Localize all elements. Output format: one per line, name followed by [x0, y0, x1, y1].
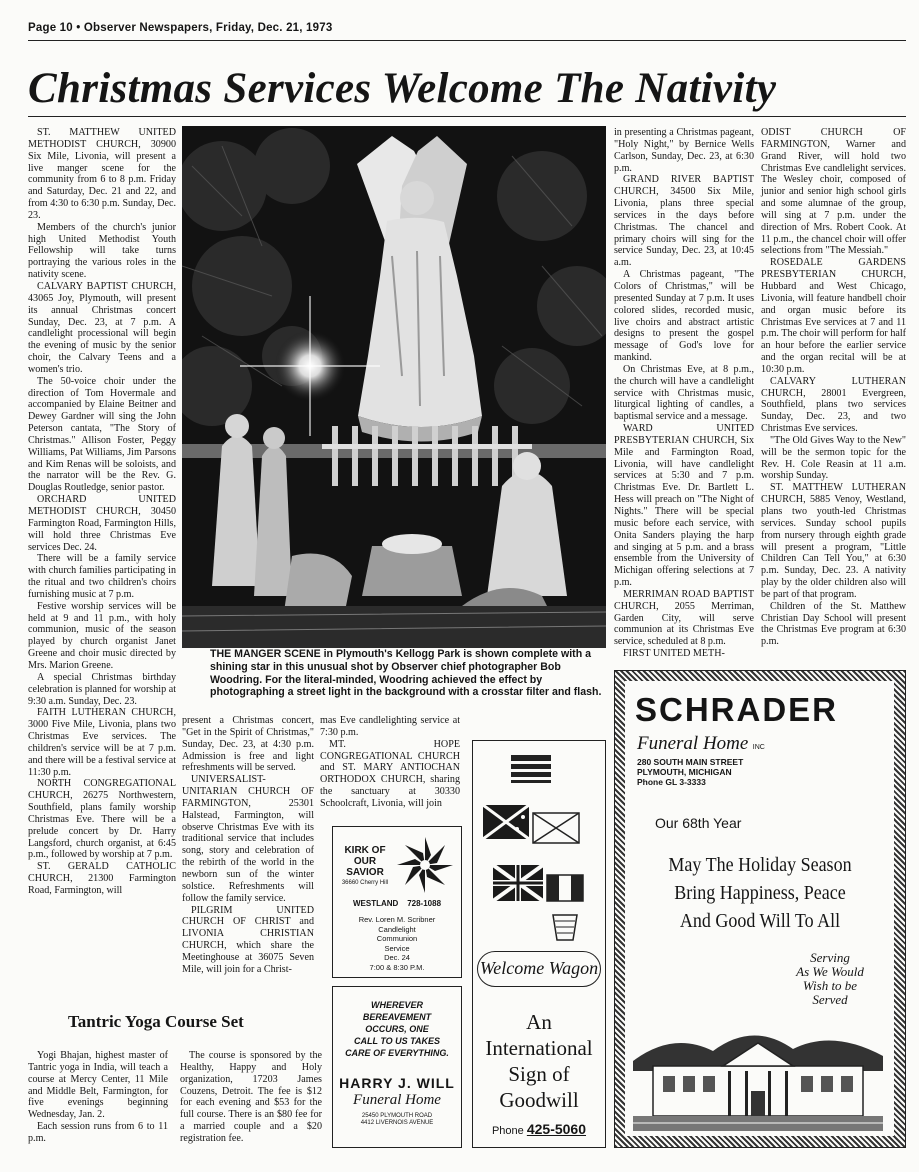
schrader-year: Our 68th Year [655, 815, 742, 831]
paragraph: The course is sponsored by the Healthy, Happy and Holy organization, 17203 James Couzens, Detroit. The fee is $12 for each evening and $53 for the full course. There is an $80 fee for a married couple and a $20 registration fee. [180, 1050, 322, 1144]
ad-line: BEREAVEMENT [362, 1012, 432, 1022]
paragraph: GRAND RIVER BAPTIST CHURCH, 34500 Six Mile, Livonia, plans three special services in the days before Christmas. The chancel and primary choirs will sing for the service Sunday, Dec. 23, at 10:45 a.m. [614, 174, 754, 269]
schrader-phone: Phone GL 3-3333 [637, 777, 706, 787]
paragraph: The 50-voice choir under the direction of Tom Hovermale and accompanied by Elaine Beitner and Dewey Gardner will sing the John Peterson cantata, "The Story of Christmas." Allison Foster, Peggy Williams, Pat Williams, Jim Parsons and Kim Renas will be soloists, and the narrator will be the Rev. G. Douglas Routledge, senior pastor. [28, 375, 176, 494]
schrader-sub: Funeral Home [637, 733, 749, 754]
schrader-city: PLYMOUTH, MICHIGAN [637, 767, 732, 777]
paragraph: Yogi Bhajan, highest master of Tantric yoga in India, will teach a course at Mercy Center, 11 Mile and Middle Belt, Farmington, for five evenings beginning Wednesday, Jan. 2. [28, 1050, 168, 1121]
schrader-inc: INC [752, 744, 765, 751]
funeral-home-building-illustration [633, 1011, 883, 1131]
manger-scene-photo [182, 126, 606, 648]
folio: Page 10 • Observer Newspapers, Friday, Dec. 21, 1973 [28, 22, 333, 34]
ad-line: Dec. 24 [384, 953, 410, 962]
paragraph: There will be a family service with church families participating in the ritual and two children's choirs furnishing music at 7 p.m. [28, 553, 176, 600]
ad-line: Goodwill [499, 1088, 579, 1112]
paragraph: ODIST CHURCH OF FARMINGTON, Warner and Grand River, will hold two Christmas Eve candlelight services. The Wesley choir, composed of junior and senior high school girls and some alumnae of the group, will sing at 7 p.m. under the direction of Mrs. Robert Cook. At 11 p.m., the chancel choir will offer selections from "The Messiah." [761, 127, 906, 257]
schrader-funeral-home-ad [614, 670, 906, 1148]
slogan-line: Serving [810, 950, 850, 965]
church-name-line: KIRK OF [344, 845, 386, 856]
ad-line: OCCURS, ONE [365, 1024, 429, 1034]
article-column-5 [761, 127, 906, 648]
article-column-2 [182, 715, 314, 976]
paragraph: UNIVERSALIST-UNITARIAN CHURCH OF FARMINGTON, 25301 Halstead, Farmington, will observe Christmas Eve with its traditional service that includes song, story and celebration of the rebirth of the world in the newborn sun of the winter solstice. Refreshments will follow the family service. [182, 774, 314, 904]
funeral-home-sub: Funeral Home [353, 1092, 441, 1108]
phone-number: 425-5060 [526, 1121, 587, 1137]
headline-rule [28, 116, 906, 117]
yoga-article-title: Tantric Yoga Course Set [68, 1012, 244, 1031]
church-name-line: OUR [353, 856, 377, 867]
welcome-wagon-logo: Welcome Wagon [477, 951, 601, 987]
paragraph: ST. GERALD CATHOLIC CHURCH, 21300 Farmington Road, Farmington, will [28, 861, 176, 896]
ad-line: Communion [376, 934, 418, 943]
paragraph: Members of the church's junior high United Methodist Youth Fellowship will take turns portraying the various roles in the nativity scene. [28, 221, 176, 281]
paragraph: Each session runs from 6 to 11 p.m. [28, 1121, 168, 1144]
slogan-line: Wish to be [802, 978, 858, 993]
paragraph: FIRST UNITED METH- [623, 648, 725, 660]
ad-address-line: 4412 LIVERNOIS AVENUE [360, 1120, 434, 1126]
paragraph: ST. MATTHEW LUTHERAN CHURCH, 5885 Venoy, Westland, plans two youth-led Christmas services. Sunday school pupils from nursery through eighth grade will present a program, "Little Children Can Tell You," at 6:30 p.m. Sunday, Dec. 23. A nativity play by the older children also will be part of that program. [761, 482, 906, 600]
schrader-address: 280 SOUTH MAIN STREET [637, 757, 744, 767]
ad-line: WHEREVER [370, 1000, 423, 1010]
photo-illustration [182, 126, 606, 648]
church-address: 36660 Cherry Hill [341, 880, 389, 886]
greeting-line: May The Holiday Season [668, 854, 852, 876]
schrader-name: SCHRADER [635, 691, 839, 728]
slogan-line: As We Would [796, 964, 864, 979]
harry-j-will-funeral-home-ad [332, 986, 462, 1148]
kirk-of-our-savior-ad [332, 826, 462, 978]
ad-line: Service [384, 943, 410, 953]
church-city: WESTLAND [352, 899, 399, 908]
paragraph: ST. MATTHEW UNITED METHODIST CHURCH, 30900 Six Mile, Livonia, will present a live manger scene for the community from 6 to 8 p.m. Friday and Saturday, Dec. 21 and 22, and from 4:30 to 6:30 p.m. Sunday, Dec. 23. [28, 127, 176, 221]
paragraph: present a Christmas concert, "Get in the Spirit of Christmas," Sunday, Dec. 23, at 4:30 p.m. Admission is free and light refreshments will be served. [182, 715, 314, 774]
paragraph: "The Old Gives Way to the New" will be the sermon topic for the Rev. H. Cole Reasin at 11 a.m. worship Sunday. [761, 434, 906, 482]
church-phone: 728-1088 [407, 899, 442, 908]
yoga-column-2 [180, 1050, 322, 1145]
ad-line: Rev. Loren M. Scribner [358, 915, 436, 924]
ad-line: An [526, 1010, 552, 1034]
paragraph: NORTH CONGREGATIONAL CHURCH, 26275 Northwestern, Southfield, plans family worship Christmas Eve. There will be a prelude concert by Dr. Harry Langsford, church organist, at 6:45 p.m., followed by worship at 7 p.m. [28, 778, 176, 861]
paragraph: PILGRIM UNITED CHURCH OF CHRIST and LIVONIA CHRISTIAN CHURCH, which share the Meetinghouse at 36075 Seven Mile, will join for a Christ- [182, 904, 314, 975]
article-column-3 [320, 715, 460, 810]
paragraph: MT. HOPE CONGREGATIONAL CHURCH and ST. MARY ANTIOCHAN ORTHODOX CHURCH, sharing the sanctuary at 30330 Schoolcraft, Livonia, will join [320, 738, 460, 809]
flags-icon [483, 755, 593, 945]
paragraph: Children of the St. Matthew Christian Day School will present the Christmas Eve program at 6:30 p.m. [761, 600, 906, 648]
paragraph: Festive worship services will be held at 9 and 11 p.m., with holy communion, music of the season played by church organist Janet Greene and choir music directed by Mrs. Marion Greene. [28, 600, 176, 671]
ad-line: Candlelight [378, 924, 416, 934]
article-column-4 [614, 127, 754, 660]
funeral-home-name: HARRY J. WILL [339, 1075, 455, 1091]
ad-line: CALL TO US TAKES [353, 1036, 440, 1046]
ad-line: Sign of [508, 1062, 570, 1086]
paragraph: On Christmas Eve, at 8 p.m., the church will have a candlelight service with Christmas music, liturgical lighting of candles, a baptismal service and a message. [614, 363, 754, 423]
welcome-wagon-ad [472, 740, 606, 1148]
top-rule [28, 40, 906, 41]
photo-caption: THE MANGER SCENE in Plymouth's Kellogg Park is shown complete with a shining star in this unusual shot by Observer chief photographer Bob Woodring. For the literal-minded, Woodring achieved the effect by photographing a street light in the background with a crosstar filter and flash. [210, 648, 602, 699]
slogan-line: Served [812, 992, 848, 1007]
ad-line: CARE OF EVERYTHING. [345, 1048, 449, 1058]
yoga-column-1 [28, 1050, 168, 1145]
paragraph: CALVARY BAPTIST CHURCH, 43065 Joy, Plymouth, will present its annual Christmas concert Sunday, Dec. 23, at 7 p.m. A candlelight processional will begin the evening of music by the senior choir, the Calvary Teens and a women's trio. [28, 280, 176, 375]
paragraph: CALVARY LUTHERAN CHURCH, 28001 Evergreen, Southfield, plans two services Sunday, Dec. 23, and two Christmas Eve services. [761, 375, 906, 435]
ad-line: International [485, 1036, 593, 1060]
paragraph: ORCHARD UNITED METHODIST CHURCH, 30450 Farmington Road, Farmington Hills, will hold three Christmas Eve services Dec. 24. [28, 494, 176, 553]
ad-line: 7:00 & 8:30 P.M. [369, 962, 425, 972]
church-name-line: SAVIOR [346, 867, 384, 878]
poinsettia-icon [395, 835, 455, 895]
paragraph: mas Eve candlelighting service at 7:30 p.m. [320, 715, 460, 738]
paragraph: WARD UNITED PRESBYTERIAN CHURCH, Six Mile and Farmington Road, Livonia, will have candlelight services at 5:30 and 7 p.m. Christmas Eve. Dr. Bartlett L. Hess will preach on "The Night of Nights." There will be special music before each service, with Onita Sanders playing the harp and singing at 5 p.m. and a brass ensemble from the University of Michigan offering selections at 7 p.m. [614, 423, 754, 589]
phone-label: Phone [491, 1125, 524, 1137]
paragraph: MERRIMAN ROAD BAPTIST CHURCH, 2055 Merriman, Garden City, will serve communion at its Christmas Eve service, scheduled at 8 p.m. [614, 588, 754, 648]
paragraph: A special Christmas birthday celebration is planned for worship at 9:30 a.m. Sunday, Dec. 23. [28, 671, 176, 707]
greeting-line: And Good Will To All [679, 910, 841, 932]
article-column-1 [28, 127, 176, 897]
page-headline: Christmas Services Welcome The Nativity [28, 65, 777, 112]
paragraph: ROSEDALE GARDENS PRESBYTERIAN CHURCH, Hubbard and West Chicago, Livonia, will feature handbell choir and organ music before its Christmas Eve services at 7 and 11 p.m. The choir will perform for half an hour before the earlier service and the organ recital will be at 10:30 p.m. [761, 257, 907, 375]
paragraph: FAITH LUTHERAN CHURCH, 3000 Five Mile, Livonia, plans two Christmas Eve services. The children's service will be at 7 p.m. and there will be a festival service at 11:30 p.m. [28, 707, 176, 778]
ad-address-line: 25450 PLYMOUTH ROAD [361, 1113, 433, 1119]
paragraph: in presenting a Christmas pageant, "Holy Night," by Bernice Wells Carlson, Sunday, Dec. 23, at 6:30 p.m. [614, 127, 754, 174]
greeting-line: Bring Happiness, Peace [674, 882, 846, 904]
paragraph: A Christmas pageant, "The Colors of Christmas," will be presented Sunday at 7 p.m. It uses colored slides, recorded music, live choirs and abstract artistic designs to present the gospel message of God's love for mankind. [614, 269, 754, 364]
